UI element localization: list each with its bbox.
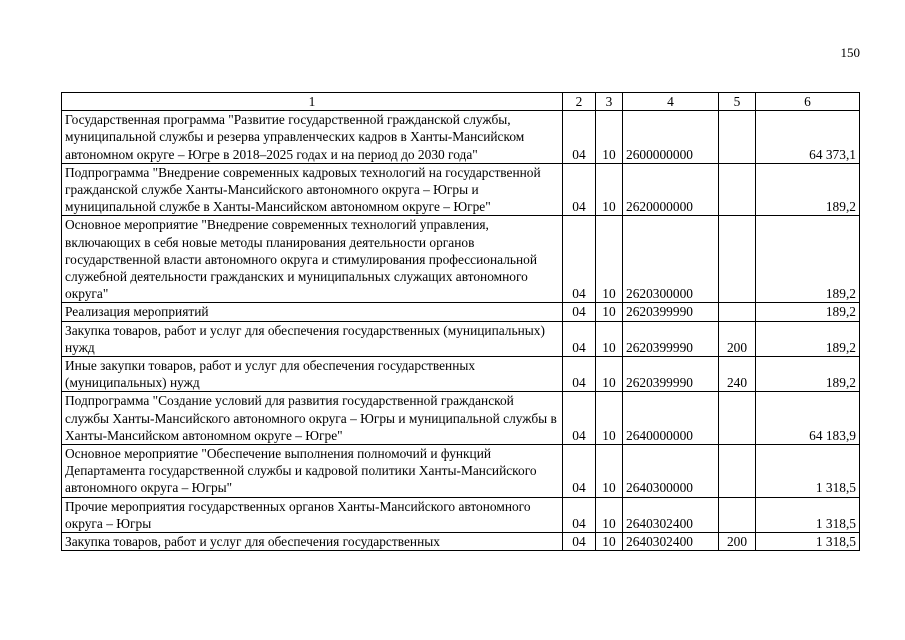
row-target-code: 2640302400	[623, 533, 719, 551]
row-amount: 64 373,1	[756, 111, 860, 164]
page-number: 150	[840, 45, 860, 60]
row-name: Закупка товаров, работ и услуг для обеспечения государственных (муниципальных) нужд	[62, 321, 563, 356]
row-section: 04	[563, 321, 596, 356]
row-target-code: 2640302400	[623, 497, 719, 532]
row-expense-type: 200	[719, 321, 756, 356]
row-section: 04	[563, 533, 596, 551]
table-row	[62, 216, 860, 303]
row-name: Подпрограмма "Внедрение современных кадровых технологий на государственной гражданской службе Ханты-Мансийского автономного округа – Югры и муниципальной службе в Ханты-Мансийском автономном округе – Югре"	[62, 163, 563, 216]
header-amount: 6	[756, 93, 860, 111]
row-target-code: 2620000000	[623, 163, 719, 216]
row-expense-type	[719, 445, 756, 498]
row-name: Иные закупки товаров, работ и услуг для обеспечения государственных (муниципальных) нужд	[62, 357, 563, 392]
table-row	[62, 163, 860, 216]
row-expense-type	[719, 303, 756, 321]
table-row	[62, 357, 860, 392]
row-subsection: 10	[596, 163, 623, 216]
row-section: 04	[563, 216, 596, 303]
row-target-code: 2620399990	[623, 303, 719, 321]
row-amount: 189,2	[756, 303, 860, 321]
row-section: 04	[563, 303, 596, 321]
row-name: Реализация мероприятий	[62, 303, 563, 321]
row-target-code: 2600000000	[623, 111, 719, 164]
header-expense-type: 5	[719, 93, 756, 111]
row-expense-type: 240	[719, 357, 756, 392]
row-amount: 189,2	[756, 163, 860, 216]
row-subsection: 10	[596, 111, 623, 164]
row-subsection: 10	[596, 445, 623, 498]
row-amount: 64 183,9	[756, 392, 860, 445]
table-row	[62, 111, 860, 164]
row-expense-type	[719, 392, 756, 445]
row-target-code: 2620399990	[623, 357, 719, 392]
row-name: Прочие мероприятия государственных органов Ханты-Мансийского автономного округа – Югры	[62, 497, 563, 532]
row-name: Государственная программа "Развитие государственной гражданской службы, муниципальной службы и резерва управленческих кадров в Ханты-Мансийском автономном округе – Югре в 2018–2025 годах и на период до 2030 года"	[62, 111, 563, 164]
row-expense-type	[719, 497, 756, 532]
row-amount: 1 318,5	[756, 533, 860, 551]
row-name: Основное мероприятие "Внедрение современных технологий управления, включающих в себя новые методы планирования деятельности органов государственной власти автономного округа и стимулирования профессиональной служебной деятельности гражданских и муниципальных служащих автономного округа"	[62, 216, 563, 303]
row-subsection: 10	[596, 533, 623, 551]
row-subsection: 10	[596, 321, 623, 356]
table-row	[62, 497, 860, 532]
row-name: Закупка товаров, работ и услуг для обеспечения государственных	[62, 533, 563, 551]
row-subsection: 10	[596, 216, 623, 303]
row-target-code: 2620300000	[623, 216, 719, 303]
row-target-code: 2620399990	[623, 321, 719, 356]
row-expense-type	[719, 163, 756, 216]
row-amount: 189,2	[756, 357, 860, 392]
row-subsection: 10	[596, 497, 623, 532]
table-row	[62, 533, 860, 551]
header-subsection: 3	[596, 93, 623, 111]
budget-table	[61, 92, 860, 551]
row-amount: 1 318,5	[756, 445, 860, 498]
row-section: 04	[563, 357, 596, 392]
row-amount: 189,2	[756, 321, 860, 356]
table-header-row	[62, 93, 860, 111]
row-target-code: 2640000000	[623, 392, 719, 445]
table-row	[62, 321, 860, 356]
row-amount: 189,2	[756, 216, 860, 303]
row-subsection: 10	[596, 303, 623, 321]
table-row	[62, 392, 860, 445]
row-expense-type	[719, 111, 756, 164]
header-name: 1	[62, 93, 563, 111]
row-name: Подпрограмма "Создание условий для развития государственной гражданской службы Ханты-Мансийского автономного округа – Югры и муниципальной службы в Ханты-Мансийском автономном округе – Югре"	[62, 392, 563, 445]
row-subsection: 10	[596, 357, 623, 392]
row-section: 04	[563, 111, 596, 164]
row-section: 04	[563, 445, 596, 498]
row-amount: 1 318,5	[756, 497, 860, 532]
row-section: 04	[563, 392, 596, 445]
row-section: 04	[563, 163, 596, 216]
table-row	[62, 303, 860, 321]
table-row	[62, 445, 860, 498]
header-target-code: 4	[623, 93, 719, 111]
row-name: Основное мероприятие "Обеспечение выполнения полномочий и функций Департамента государственной службы и кадровой политики Ханты-Мансийского автономного округа – Югры"	[62, 445, 563, 498]
row-expense-type: 200	[719, 533, 756, 551]
row-subsection: 10	[596, 392, 623, 445]
row-section: 04	[563, 497, 596, 532]
row-target-code: 2640300000	[623, 445, 719, 498]
header-section: 2	[563, 93, 596, 111]
row-expense-type	[719, 216, 756, 303]
